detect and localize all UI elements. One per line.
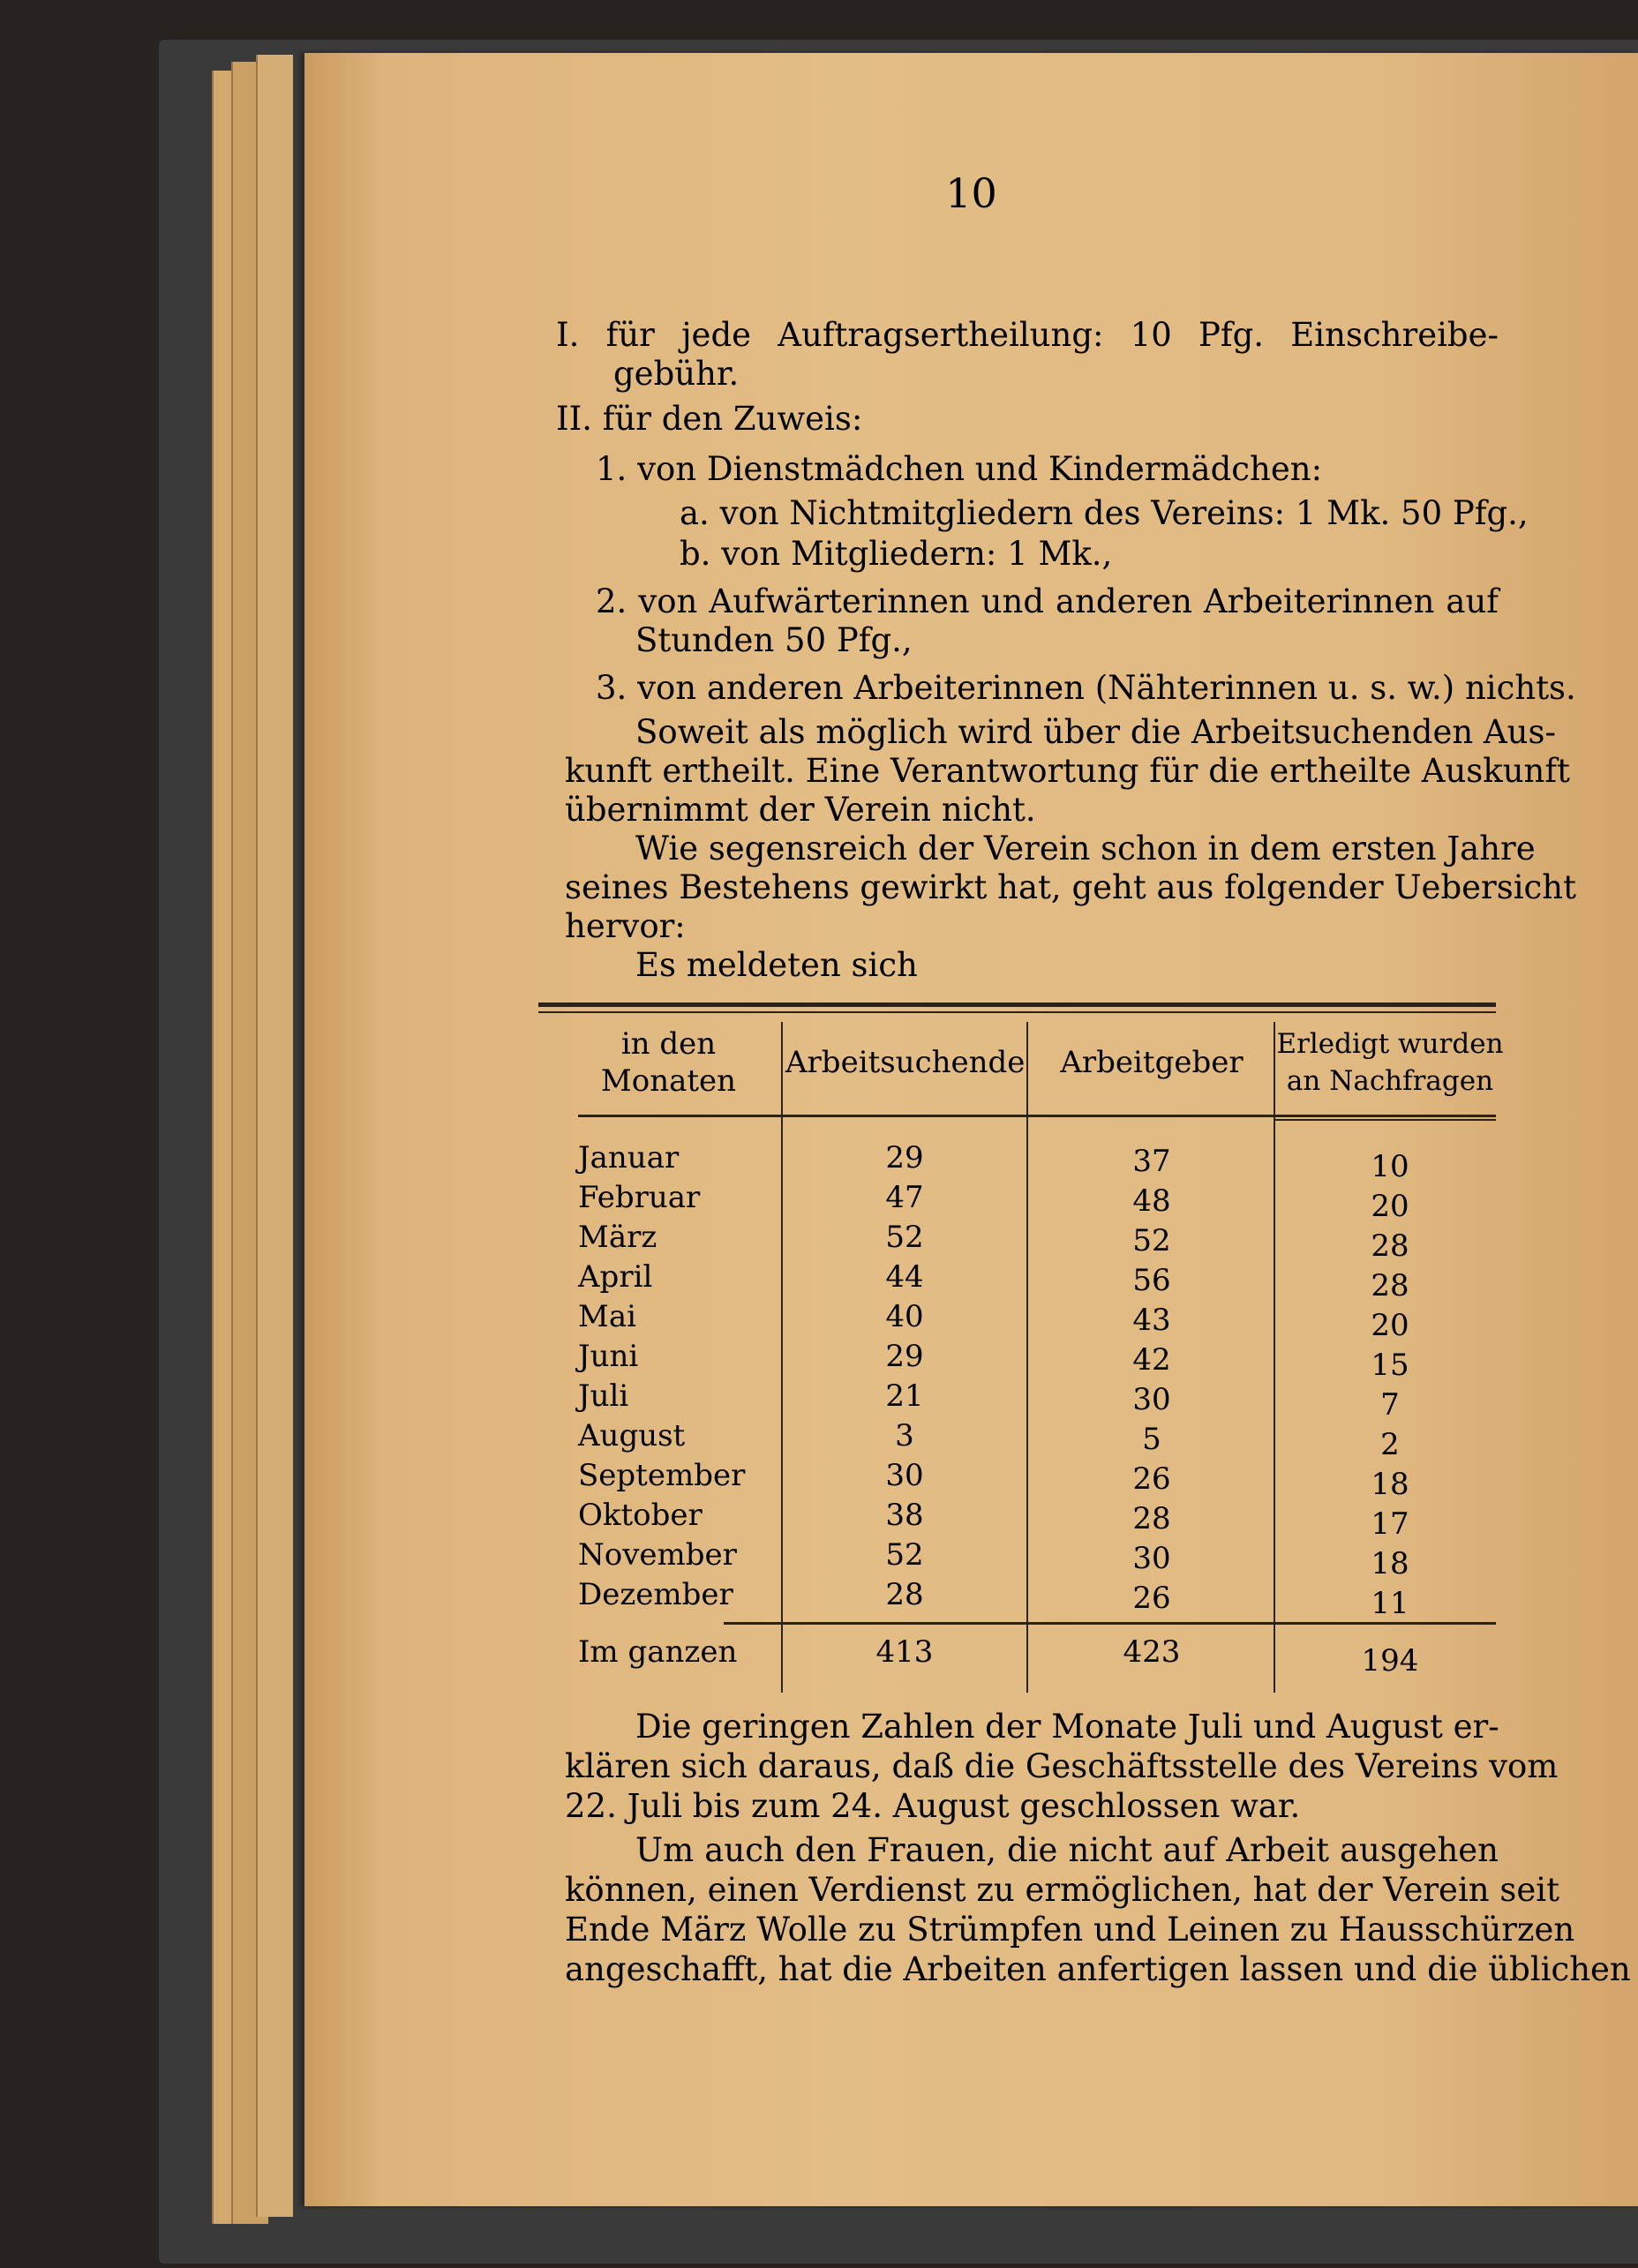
fee-item-i: I. für jede Auftragsertheilung: 10 Pfg. Einschreibe-	[556, 316, 1499, 354]
total-label: Im ganzen	[578, 1634, 738, 1670]
table-row-month: August	[578, 1418, 686, 1453]
table-top-rule-thin	[538, 1011, 1496, 1013]
table-row-employers: 48	[1132, 1183, 1171, 1219]
paragraph-5-line-4: angeschafft, hat die Arbeiten anfertigen lassen und die üblichen	[565, 1950, 1631, 1988]
table-row-completed: 20	[1371, 1308, 1409, 1343]
fee-item-ii: II. für den Zuweis:	[556, 400, 863, 438]
table-row-month: Mai	[578, 1299, 636, 1334]
fee-sub-2: 2. von Aufwärterinnen und anderen Arbeiterinnen auf	[596, 582, 1499, 620]
fee-sub-3: 3. von anderen Arbeiterinnen (Nähterinnen u. s. w.) nichts.	[596, 669, 1576, 707]
table-row-completed: 18	[1371, 1467, 1409, 1502]
table-row-seekers: 21	[885, 1378, 924, 1414]
paragraph-2-line-3: hervor:	[565, 907, 686, 945]
total-completed: 194	[1361, 1643, 1419, 1678]
paragraph-2-line-2: seines Bestehens gewirkt hat, geht aus folgender Uebersicht	[565, 868, 1576, 906]
table-row-completed: 28	[1371, 1268, 1409, 1303]
header-bottom-rule	[578, 1115, 1496, 1117]
paragraph-1-line-2: kunft ertheilt. Eine Verantwortung für die ertheilte Auskunft	[565, 752, 1570, 790]
table-row-seekers: 29	[885, 1140, 924, 1175]
fee-sub-1a: a. von Nichtmitgliedern des Vereins: 1 Mk. 50 Pfg.,	[680, 494, 1529, 532]
table-row-completed: 10	[1371, 1149, 1409, 1184]
table-row-month: November	[578, 1537, 737, 1573]
total-employers: 423	[1123, 1634, 1181, 1670]
table-row-completed: 2	[1380, 1427, 1400, 1462]
header-employers: Arbeitgeber	[1060, 1045, 1244, 1080]
table-row-seekers: 30	[885, 1458, 924, 1493]
table-row-completed: 11	[1371, 1586, 1409, 1621]
paragraph-2-line-1: Wie segensreich der Verein schon in dem ersten Jahre	[635, 830, 1536, 867]
table-row-employers: 37	[1132, 1144, 1171, 1179]
table-row-seekers: 28	[885, 1577, 924, 1612]
table-row-seekers: 40	[885, 1299, 924, 1334]
header-months: in den Monaten	[600, 1026, 737, 1099]
total-seekers: 413	[875, 1634, 934, 1670]
table-row-month: März	[578, 1220, 657, 1255]
header-seekers: Arbeitsuchende	[785, 1045, 1026, 1080]
table-top-rule	[538, 1003, 1496, 1007]
table-row-employers: 52	[1132, 1223, 1171, 1258]
table-row-month: April	[578, 1259, 653, 1295]
page-number: 10	[945, 169, 997, 217]
table-row-seekers: 38	[885, 1498, 924, 1533]
table-row-completed: 28	[1371, 1228, 1409, 1264]
table-row-month: Juni	[578, 1339, 639, 1374]
paragraph-5-line-1: Um auch den Frauen, die nicht auf Arbeit ausgehen	[635, 1831, 1499, 1869]
paragraph-1-line-1: Soweit als möglich wird über die Arbeitsuchenden Aus-	[635, 713, 1556, 751]
table-row-seekers: 47	[885, 1180, 924, 1215]
table-row-completed: 20	[1371, 1189, 1409, 1224]
header-bottom-rule-thin	[1275, 1119, 1496, 1121]
paragraph-5-line-2: können, einen Verdienst zu ermöglichen, hat der Verein seit	[565, 1871, 1559, 1909]
fee-sub-2-continuation: Stunden 50 Pfg.,	[635, 621, 913, 659]
paragraph-3: Es meldeten sich	[635, 946, 918, 984]
table-row-employers: 26	[1132, 1581, 1171, 1616]
table-row-employers: 5	[1142, 1422, 1161, 1457]
table-row-seekers: 44	[885, 1259, 924, 1295]
table-row-employers: 56	[1132, 1263, 1171, 1298]
fee-item-i-continuation: gebühr.	[613, 355, 740, 393]
table-row-employers: 26	[1132, 1461, 1171, 1497]
table-row-seekers: 3	[895, 1418, 914, 1453]
table-row-completed: 18	[1371, 1546, 1409, 1581]
paragraph-1-line-3: übernimmt der Verein nicht.	[565, 791, 1036, 829]
table-row-month: Juli	[578, 1378, 629, 1414]
table-row-employers: 42	[1132, 1342, 1171, 1378]
table-row-completed: 17	[1371, 1506, 1409, 1542]
table-row-seekers: 52	[885, 1220, 924, 1255]
paragraph-5-line-3: Ende März Wolle zu Strümpfen und Leinen zu Hausschürzen	[565, 1911, 1575, 1949]
table-row-seekers: 29	[885, 1339, 924, 1374]
total-rule	[724, 1622, 1496, 1625]
table-row-employers: 43	[1132, 1303, 1171, 1338]
table-row-completed: 7	[1380, 1387, 1400, 1423]
fee-sub-1b: b. von Mitgliedern: 1 Mk.,	[680, 535, 1113, 573]
table-row-month: Januar	[578, 1140, 680, 1175]
table-row-seekers: 52	[885, 1537, 924, 1573]
fee-sub-1: 1. von Dienstmädchen und Kindermädchen:	[596, 450, 1323, 488]
table-row-month: Dezember	[578, 1577, 733, 1612]
paragraph-4-line-1: Die geringen Zahlen der Monate Juli und August er-	[635, 1708, 1499, 1746]
table-row-employers: 30	[1132, 1541, 1171, 1576]
table-row-month: September	[578, 1458, 746, 1493]
table-row-month: Oktober	[578, 1498, 703, 1533]
paragraph-4-line-2: klären sich daraus, daß die Geschäftsstelle des Vereins vom	[565, 1747, 1559, 1785]
table-row-month: Februar	[578, 1180, 701, 1215]
paragraph-4-line-3: 22. Juli bis zum 24. August geschlossen war.	[565, 1787, 1301, 1825]
header-completed: Erledigt wurden an Nachfragen	[1276, 1028, 1504, 1097]
table-row-employers: 30	[1132, 1382, 1171, 1417]
table-row-completed: 15	[1371, 1348, 1409, 1383]
table-row-employers: 28	[1132, 1501, 1171, 1536]
